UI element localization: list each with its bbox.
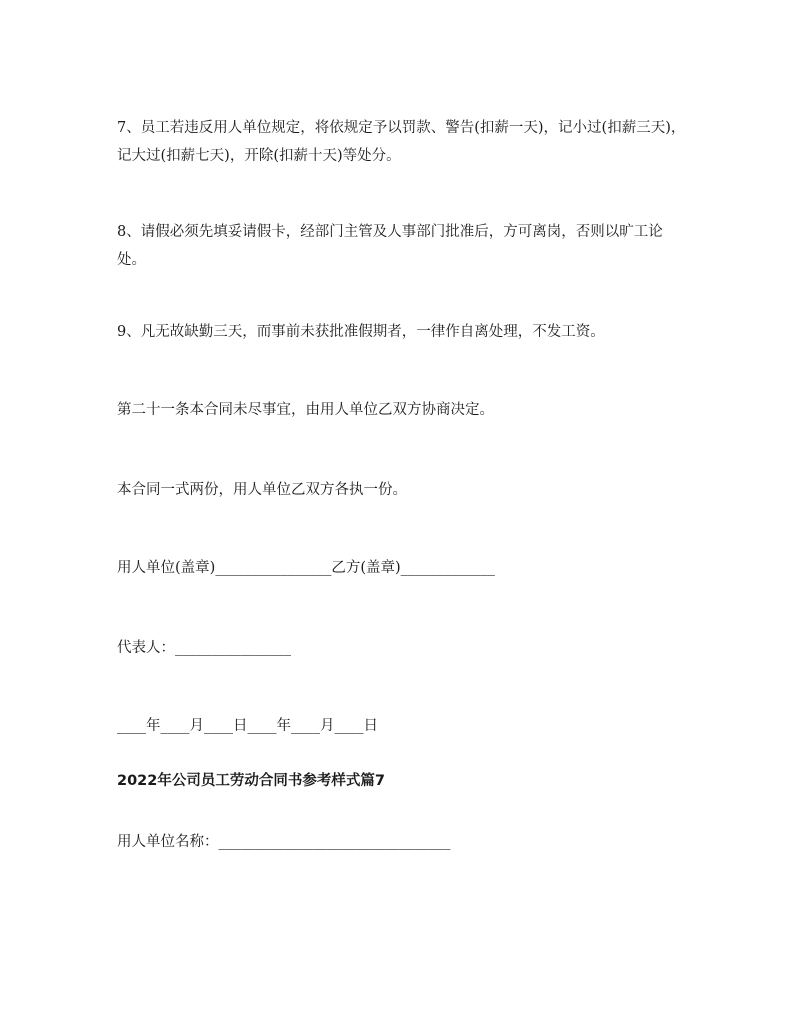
section-heading: 2022年公司员工劳动合同书参考样式篇7 [117, 773, 385, 789]
clause-9-paragraph: 9、凡无故缺勤三天，而事前未获批准假期者，一律作自离处理，不发工资。 [117, 324, 605, 340]
seal-signature-line: 用人单位(盖章)________________乙方(盖章)_____________ [117, 560, 495, 576]
employer-name-line: 用人单位名称：________________________________ [117, 834, 451, 850]
copies-paragraph: 本合同一式两份，用人单位乙双方各执一份。 [117, 482, 407, 498]
article-21-paragraph: 第二十一条本合同未尽事宜，由用人单位乙双方协商决定。 [117, 402, 494, 418]
representative-line: 代表人：________________ [117, 640, 291, 656]
clause-8-paragraph: 8、请假必须先填妥请假卡，经部门主管及人事部门批准后，方可离岗，否则以旷工论处。 [117, 224, 663, 268]
clause-7-paragraph: 7、员工若违反用人单位规定，将依规定予以罚款、警告(扣薪一天)，记小过(扣薪三天)，记大过(扣薪七天)，开除(扣薪十天)等处分。 [117, 120, 686, 164]
date-line: ____年____月____日____年____月____日 [117, 718, 378, 734]
